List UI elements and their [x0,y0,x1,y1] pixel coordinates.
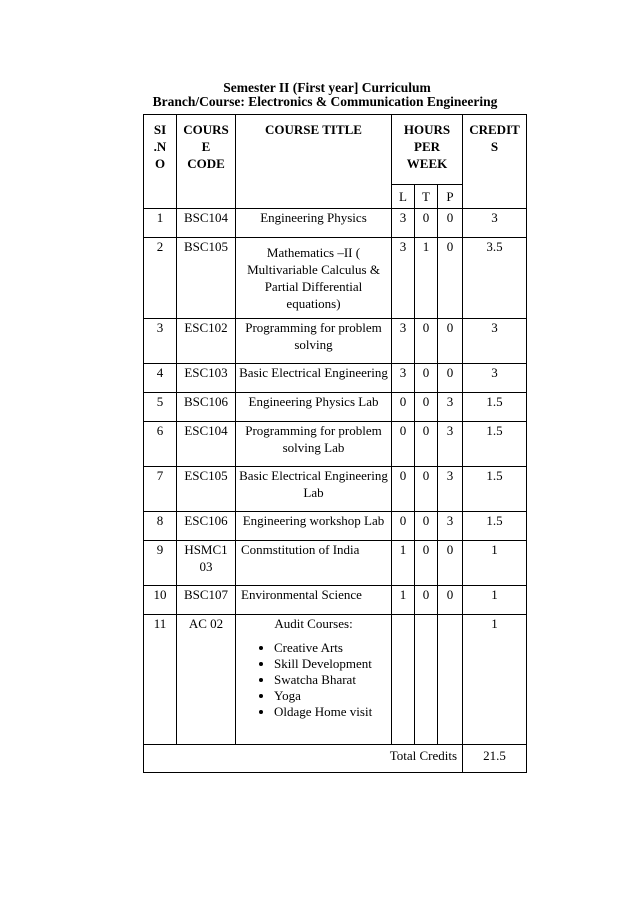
audit-item: • Skill Development [274,656,391,672]
row-credits: 1.5 [463,467,527,512]
row-code: ESC103 [177,364,236,393]
table-row [144,512,527,541]
row-sl: 4 [144,364,177,393]
row-l: 0 [392,393,415,422]
row-title: Engineering Physics [236,209,392,238]
table-row [144,238,527,319]
audit-list [236,640,391,720]
row-title: Mathematics –II ( Multivariable Calculus & Partial Differential equations) [236,238,392,319]
row-sl: 2 [144,238,177,319]
row-l: 3 [392,238,415,319]
total-value: 21.5 [463,745,527,773]
table-row [144,209,527,238]
row-t: 0 [415,319,438,364]
row-l: 0 [392,422,415,467]
row-code: ESC105 [177,467,236,512]
table-row [144,586,527,615]
curriculum-heading: Semester II (First year] Curriculum [223,80,431,95]
row-t: 0 [415,586,438,615]
row-code: ESC102 [177,319,236,364]
audit-item: • Swatcha Bharat [274,672,391,688]
row-t: 0 [415,364,438,393]
row-credits: 3 [463,209,527,238]
row-credits: 1.5 [463,512,527,541]
audit-item: • Oldage Home visit [274,704,391,720]
branch-heading: Branch/Course: Electronics & Communication Engineering [152,94,498,109]
row-t: 0 [415,467,438,512]
header-row [144,115,527,185]
row-p: 0 [438,209,463,238]
row-title: Basic Electrical Engineering [236,364,392,393]
row-t: 0 [415,512,438,541]
row-title: Programming for problem solving [236,319,392,364]
row-credits: 3 [463,364,527,393]
row-sl: 3 [144,319,177,364]
row-code: BSC105 [177,238,236,319]
audit-item: • Creative Arts [274,640,391,656]
row-code: BSC107 [177,586,236,615]
row-l: 0 [392,467,415,512]
row-sl: 8 [144,512,177,541]
table-row [144,467,527,512]
total-row [144,745,527,773]
col-header-slno: SI .N O [144,115,177,209]
row-t: 0 [415,209,438,238]
audit-t [415,615,438,745]
row-sl: 9 [144,541,177,586]
table-row [144,541,527,586]
col-header-title: COURSE TITLE [236,115,392,209]
row-p: 0 [438,364,463,393]
audit-row [144,615,527,745]
row-t: 0 [415,422,438,467]
row-credits: 1.5 [463,393,527,422]
row-title: Engineering workshop Lab [236,512,392,541]
row-title: Basic Electrical Engineering Lab [236,467,392,512]
row-p: 3 [438,467,463,512]
col-header-code: COURS E CODE [177,115,236,209]
row-p: 0 [438,541,463,586]
row-l: 3 [392,319,415,364]
row-code: BSC106 [177,393,236,422]
audit-title: Audit Courses: [274,616,353,631]
row-p: 3 [438,393,463,422]
row-credits: 3.5 [463,238,527,319]
row-credits: 3 [463,319,527,364]
row-code: ESC104 [177,422,236,467]
audit-p [438,615,463,745]
table-row [144,364,527,393]
row-code: HSMC1 03 [177,541,236,586]
col-header-credits: CREDIT S [463,115,527,209]
audit-courses [236,615,392,745]
table-row [144,319,527,364]
audit-l [392,615,415,745]
col-header-hours: HOURS PER WEEK [392,115,463,185]
row-l: 1 [392,541,415,586]
row-title: Environmental Science [236,586,392,615]
row-l: 3 [392,364,415,393]
row-p: 0 [438,238,463,319]
row-title: Engineering Physics Lab [236,393,392,422]
audit-item: • Yoga [274,688,391,704]
row-p: 3 [438,422,463,467]
table-row [144,422,527,467]
row-code: BSC104 [177,209,236,238]
row-t: 1 [415,238,438,319]
audit-code: AC 02 [177,615,236,745]
row-sl: 10 [144,586,177,615]
row-l: 3 [392,209,415,238]
row-p: 0 [438,319,463,364]
col-header-p: P [438,185,463,209]
row-title: Conmstitution of India [236,541,392,586]
row-sl: 6 [144,422,177,467]
row-sl: 1 [144,209,177,238]
row-p: 3 [438,512,463,541]
col-header-l: L [392,185,415,209]
row-sl: 5 [144,393,177,422]
row-sl: 7 [144,467,177,512]
row-l: 1 [392,586,415,615]
audit-sl: 11 [144,615,177,745]
row-credits: 1 [463,541,527,586]
table-row [144,393,527,422]
row-p: 0 [438,586,463,615]
audit-credits: 1 [463,615,527,745]
row-t: 0 [415,393,438,422]
row-t: 0 [415,541,438,586]
row-credits: 1 [463,586,527,615]
curriculum-table [143,114,527,773]
row-credits: 1.5 [463,422,527,467]
row-title: Programming for problem solving Lab [236,422,392,467]
col-header-t: T [415,185,438,209]
total-label: Total Credits [144,745,463,773]
row-code: ESC106 [177,512,236,541]
row-l: 0 [392,512,415,541]
